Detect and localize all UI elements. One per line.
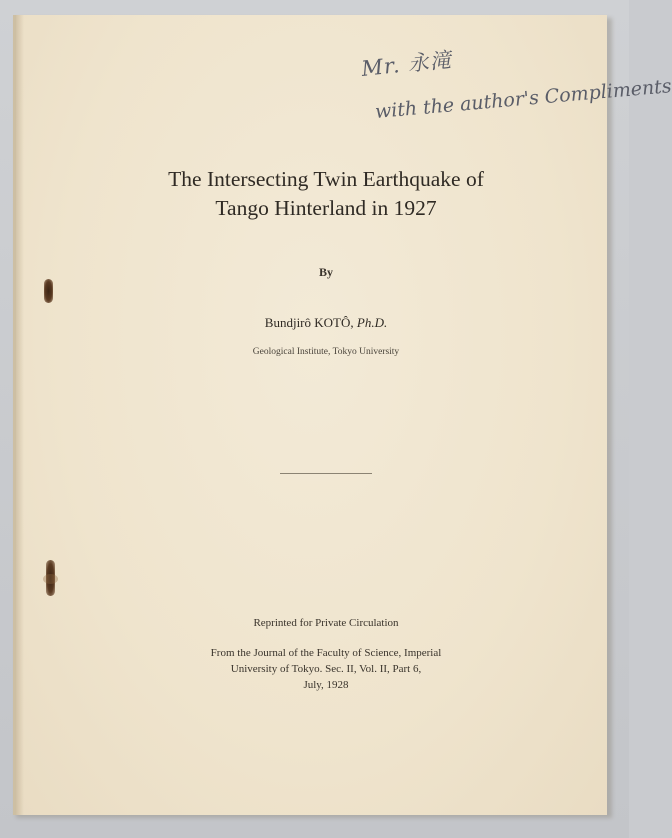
byline: By [318, 265, 333, 279]
document-cover [13, 15, 672, 815]
journal-line-3: July, 1928 [303, 679, 349, 691]
author-name: Bundjirô KOTÔ, [264, 315, 354, 330]
divider [280, 473, 372, 474]
journal-citation [156, 645, 496, 693]
staple-top [44, 279, 53, 303]
document-title [76, 165, 576, 223]
author-affiliation: Geological Institute, Tokyo University [252, 347, 400, 357]
journal-line-2: University of Tokyo. Sec. II, Vol. II, Part 6, [230, 663, 422, 675]
title-line-1: The Intersecting Twin Earthquake of [168, 167, 484, 191]
handwritten-dedication-name: Mr. 永滝 [360, 47, 453, 82]
author-degree: Ph.D. [356, 315, 388, 330]
journal-line-1: From the Journal of the Faculty of Science, Imperial [210, 647, 442, 659]
reprint-note: Reprinted for Private Circulation [253, 617, 399, 629]
staple-bottom [46, 560, 55, 596]
title-line-2: Tango Hinterland in 1927 [215, 196, 437, 220]
author [176, 315, 476, 331]
handwritten-dedication-compliments: with the author's Compliments [374, 75, 672, 123]
